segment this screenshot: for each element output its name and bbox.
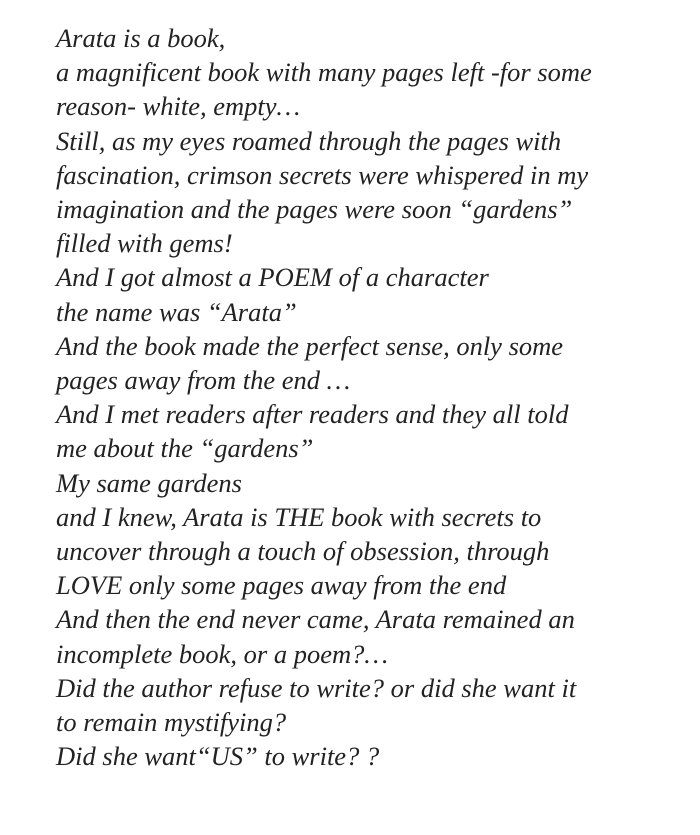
- poem-text: [56, 21, 700, 773]
- poem-line: me about the “gardens”: [56, 433, 314, 464]
- poem-line: to remain mystifying?: [56, 707, 287, 738]
- poem-line: And I got almost a POEM of a character: [56, 262, 489, 293]
- poem-line: imagination and the pages were soon “gardens”: [56, 194, 573, 225]
- poem-line: and I knew, Arata is THE book with secrets to: [56, 501, 542, 532]
- poem-line: reason- white, empty…: [56, 91, 301, 122]
- poem-line: Did she want“US” to write? ?: [56, 741, 380, 772]
- poem-line: And then the end never came, Arata remained an: [56, 604, 575, 635]
- poem-line: And I met readers after readers and they all told: [56, 399, 569, 430]
- poem-line: Arata is a book,: [56, 23, 226, 53]
- poem-line: incomplete book, or a poem?…: [56, 638, 388, 669]
- poem-line: Still, as my eyes roamed through the pages with: [56, 125, 562, 156]
- poem-line: Did the author refuse to write? or did she want it: [56, 672, 577, 703]
- poem-line: LOVE only some pages away from the end: [56, 570, 507, 601]
- poem-line: a magnificent book with many pages left -for some: [56, 57, 592, 88]
- poem-line: pages away from the end …: [56, 365, 351, 396]
- poem-line: filled with gems!: [56, 228, 233, 259]
- poem-line: My same gardens: [56, 467, 242, 498]
- poem-line: the name was “Arata”: [56, 296, 297, 327]
- poem-line: uncover through a touch of obsession, through: [56, 536, 550, 567]
- poem-line: And the book made the perfect sense, only some: [56, 330, 564, 361]
- poem-line: fascination, crimson secrets were whispered in my: [56, 159, 589, 190]
